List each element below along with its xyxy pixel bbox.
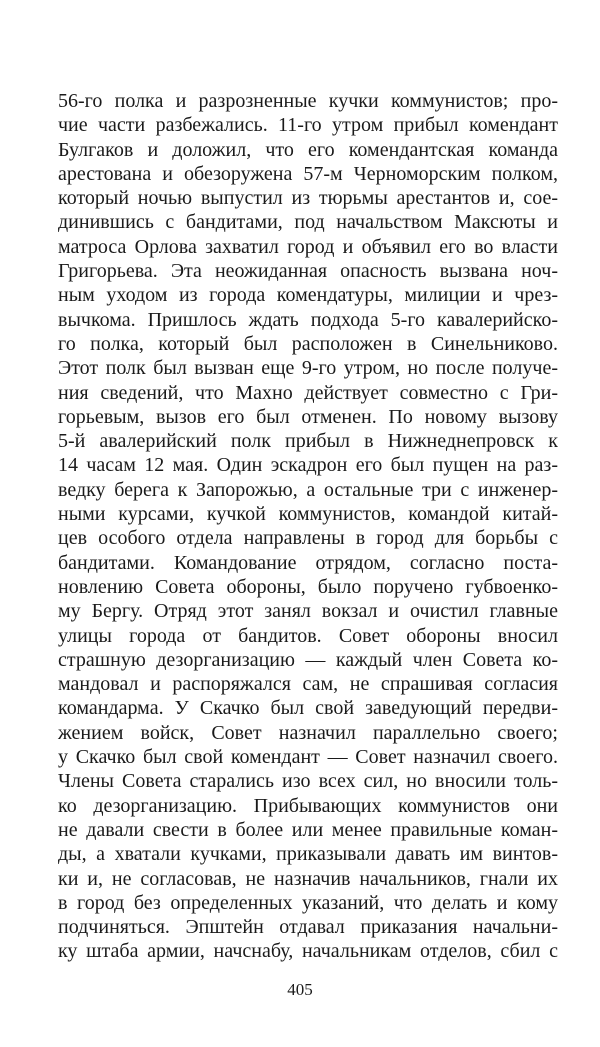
text-line: Члены Совета старались изо всех сил, но вносили толь- [58, 770, 558, 793]
text-line: ды, а хватали кучками, приказывали давать им винтов- [58, 843, 558, 866]
text-line: му Бергу. Отряд этот занял вокзал и очистил главные [58, 600, 558, 623]
text-line: командарма. У Скачко был свой заведующий передви- [58, 697, 558, 720]
text-line: цев особого отдела направлены в город для борьбы с [58, 527, 558, 550]
text-line: новлению Совета обороны, было поручено губвоенко- [58, 575, 558, 598]
text-line: не давали свести в более или менее правильные коман- [58, 818, 558, 841]
text-line: арестована и обезоружена 57-м Черноморским полком, [58, 162, 558, 185]
text-line: Этот полк был вызван еще 9-го утром, но после получе- [58, 357, 558, 380]
text-line: 5-й авалерийский полк прибыл в Нижнеднепровск к [58, 430, 558, 453]
text-line: ведку берега к Запорожью, а остальные три с инженер- [58, 478, 558, 501]
text-line: ку штаба армии, начснабу, начальникам отделов, сбил с [58, 940, 558, 963]
text-line: жением войск, Совет назначил параллельно своего; [58, 721, 558, 744]
text-line: ки и, не согласовав, не назначив начальников, гнали их [58, 867, 558, 890]
text-line: ко дезорганизацию. Прибывающих коммунистов они [58, 794, 558, 817]
text-line: чие части разбежались. 11-го утром прибыл комендант [58, 114, 558, 137]
text-line: матроса Орлова захватил город и объявил его во власти [58, 235, 558, 258]
text-line: динившись с бандитами, под начальством Максюты и [58, 211, 558, 234]
text-line: у Скачко был свой комендант — Совет назначил своего. [58, 746, 558, 769]
text-line: улицы города от бандитов. Совет обороны вносил [58, 624, 558, 647]
text-line: бандитами. Командование отрядом, согласно поста- [58, 551, 558, 574]
text-line: ния сведений, что Махно действует совместно с Гри- [58, 381, 558, 404]
text-line: который ночью выпустил из тюрьмы арестантов и, сое- [58, 187, 558, 210]
body-text [58, 89, 558, 964]
text-line: страшную дезорганизацию — каждый член Совета ко- [58, 648, 558, 671]
text-line: ными курсами, кучкой коммунистов, командой китай- [58, 503, 558, 526]
text-line: горьевым, вызов его был отменен. По новому вызову [58, 405, 558, 428]
text-line: ным уходом из города комендатуры, милиции и чрез- [58, 284, 558, 307]
text-line: го полка, который был расположен в Синельниково. [58, 332, 558, 355]
text-line: вычкома. Пришлось ждать подхода 5-го кавалерийско- [58, 308, 558, 331]
text-line: Булгаков и доложил, что его комендантская команда [58, 138, 558, 161]
text-line: Григорьева. Эта неожиданная опасность вызвана ноч- [58, 260, 558, 283]
text-line: 56-го полка и разрозненные кучки коммунистов; про- [58, 90, 558, 112]
text-line: в город без определенных указаний, что делать и кому [58, 891, 558, 914]
text-line: 14 часам 12 мая. Один эскадрон его был пущен на раз- [58, 454, 558, 477]
text-line: подчиняться. Эпштейн отдавал приказания начальни- [58, 916, 558, 939]
text-line: мандовал и распоряжался сам, не спрашивая согласия [58, 673, 558, 696]
page-number: 405 [287, 980, 313, 999]
